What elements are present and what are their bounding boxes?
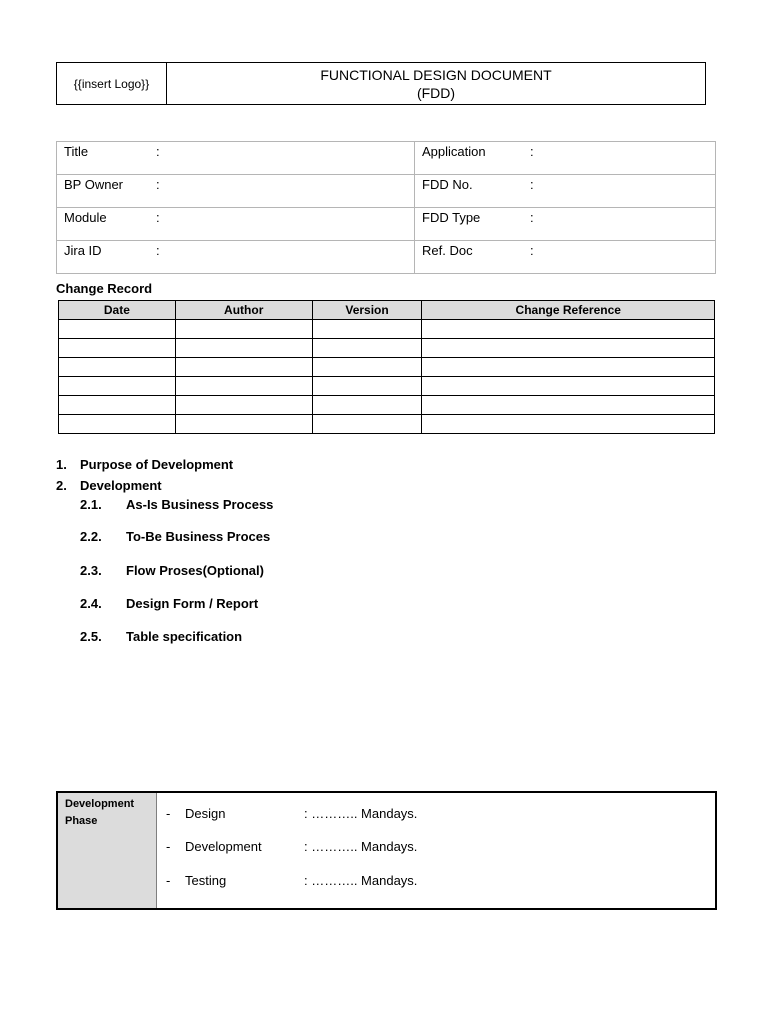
info-field-bp-owner[interactable] bbox=[57, 175, 415, 208]
subsection-title: Flow Proses(Optional) bbox=[126, 563, 264, 578]
document-header bbox=[56, 62, 706, 105]
document-title-line1: FUNCTIONAL DESIGN DOCUMENT bbox=[320, 66, 552, 83]
change-record-cell-version[interactable] bbox=[312, 396, 422, 415]
phase-item-value[interactable]: : ……….. Mandays. bbox=[304, 839, 418, 854]
info-row bbox=[57, 208, 716, 241]
change-record-cell-change-reference[interactable] bbox=[422, 377, 715, 396]
info-separator: : bbox=[156, 210, 160, 225]
subsection-2-3 bbox=[80, 563, 264, 578]
change-record-cell-change-reference[interactable] bbox=[422, 415, 715, 434]
development-phase-content bbox=[157, 793, 715, 908]
phase-item-name: Development bbox=[185, 839, 262, 854]
change-record-cell-version[interactable] bbox=[312, 339, 422, 358]
change-record-cell-change-reference[interactable] bbox=[422, 358, 715, 377]
section-2 bbox=[56, 478, 162, 493]
info-field-application[interactable] bbox=[415, 142, 716, 175]
info-separator: : bbox=[156, 177, 160, 192]
section-title: Purpose of Development bbox=[80, 457, 234, 472]
change-record-row bbox=[59, 377, 715, 396]
section-number: 1. bbox=[56, 457, 67, 472]
subsection-number: 2.2. bbox=[80, 529, 102, 544]
bullet-dash: - bbox=[166, 806, 171, 821]
document-info-table bbox=[56, 141, 716, 274]
change-record-cell-version[interactable] bbox=[312, 320, 422, 339]
info-label: Module bbox=[64, 210, 107, 225]
info-separator: : bbox=[156, 243, 160, 258]
info-field-title[interactable] bbox=[57, 142, 415, 175]
change-record-cell-date[interactable] bbox=[59, 415, 176, 434]
info-row bbox=[57, 175, 716, 208]
change-record-cell-author[interactable] bbox=[175, 358, 312, 377]
change-record-cell-author[interactable] bbox=[175, 320, 312, 339]
info-field-fdd-type[interactable] bbox=[415, 208, 716, 241]
change-record-row bbox=[59, 358, 715, 377]
info-label: BP Owner bbox=[64, 177, 124, 192]
info-row bbox=[57, 241, 716, 274]
change-record-row bbox=[59, 339, 715, 358]
info-label: Application bbox=[422, 144, 486, 159]
change-record-title: Change Record bbox=[56, 281, 153, 296]
column-header-change-reference: Change Reference bbox=[422, 301, 715, 320]
info-separator: : bbox=[156, 144, 160, 159]
phase-item-value[interactable]: : ……….. Mandays. bbox=[304, 873, 418, 888]
section-number: 2. bbox=[56, 478, 67, 493]
change-record-cell-author[interactable] bbox=[175, 396, 312, 415]
change-record-header-row bbox=[59, 301, 715, 320]
logo-placeholder: {{insert Logo}} bbox=[57, 63, 167, 104]
phase-item-name: Testing bbox=[185, 873, 227, 888]
development-phase-box bbox=[56, 791, 717, 910]
subsection-number: 2.4. bbox=[80, 596, 102, 611]
change-record-row bbox=[59, 396, 715, 415]
bullet-dash: - bbox=[166, 873, 171, 888]
section-title: Development bbox=[80, 478, 162, 493]
change-record-body bbox=[59, 320, 715, 434]
change-record-cell-version[interactable] bbox=[312, 377, 422, 396]
section-1 bbox=[56, 457, 233, 472]
change-record-cell-change-reference[interactable] bbox=[422, 339, 715, 358]
change-record-cell-change-reference[interactable] bbox=[422, 320, 715, 339]
subsection-title: To-Be Business Proces bbox=[126, 529, 271, 544]
change-record-cell-date[interactable] bbox=[59, 358, 176, 377]
change-record-cell-date[interactable] bbox=[59, 377, 176, 396]
change-record-table bbox=[58, 300, 715, 434]
change-record-row bbox=[59, 415, 715, 434]
subsection-number: 2.3. bbox=[80, 563, 102, 578]
change-record-cell-version[interactable] bbox=[312, 358, 422, 377]
development-phase-label bbox=[58, 793, 157, 908]
info-label: FDD No. bbox=[422, 177, 473, 192]
change-record-cell-change-reference[interactable] bbox=[422, 396, 715, 415]
change-record-cell-version[interactable] bbox=[312, 415, 422, 434]
subsection-number: 2.5. bbox=[80, 629, 102, 644]
change-record-cell-date[interactable] bbox=[59, 339, 176, 358]
info-field-fdd-no[interactable] bbox=[415, 175, 716, 208]
change-record-row bbox=[59, 320, 715, 339]
phase-item-name: Design bbox=[185, 806, 226, 821]
column-header-version: Version bbox=[312, 301, 422, 320]
phase-item-value[interactable]: : ……….. Mandays. bbox=[304, 806, 418, 821]
phase-item-design bbox=[166, 806, 417, 821]
info-label: Jira ID bbox=[64, 243, 102, 258]
change-record-cell-author[interactable] bbox=[175, 339, 312, 358]
subsection-2-4 bbox=[80, 596, 258, 611]
phase-label-line1: Development bbox=[65, 798, 135, 810]
info-separator: : bbox=[530, 144, 534, 159]
info-separator: : bbox=[530, 210, 534, 225]
info-row bbox=[57, 142, 716, 175]
subsection-title: As-Is Business Process bbox=[126, 497, 274, 512]
subsection-number: 2.1. bbox=[80, 497, 102, 512]
subsection-title: Table specification bbox=[126, 629, 243, 644]
info-field-jira-id[interactable] bbox=[57, 241, 415, 274]
info-label: FDD Type bbox=[422, 210, 481, 225]
subsection-title: Design Form / Report bbox=[126, 596, 259, 611]
change-record-cell-author[interactable] bbox=[175, 415, 312, 434]
change-record-cell-date[interactable] bbox=[59, 396, 176, 415]
info-separator: : bbox=[530, 177, 534, 192]
document-title-line2: (FDD) bbox=[416, 84, 456, 101]
info-separator: : bbox=[530, 243, 534, 258]
phase-label-line2: Phase bbox=[65, 815, 98, 827]
column-header-date: Date bbox=[59, 301, 176, 320]
info-field-ref-doc[interactable] bbox=[415, 241, 716, 274]
subsection-2-5 bbox=[80, 629, 242, 644]
change-record-cell-date[interactable] bbox=[59, 320, 176, 339]
subsection-2-2 bbox=[80, 529, 270, 544]
document-title bbox=[167, 63, 705, 104]
subsection-2-1 bbox=[80, 497, 273, 512]
info-label: Ref. Doc bbox=[422, 243, 473, 258]
phase-item-testing bbox=[166, 873, 417, 888]
phase-item-development bbox=[166, 839, 417, 854]
column-header-author: Author bbox=[175, 301, 312, 320]
change-record-cell-author[interactable] bbox=[175, 377, 312, 396]
bullet-dash: - bbox=[166, 839, 171, 854]
info-field-module[interactable] bbox=[57, 208, 415, 241]
info-label: Title bbox=[64, 144, 89, 159]
